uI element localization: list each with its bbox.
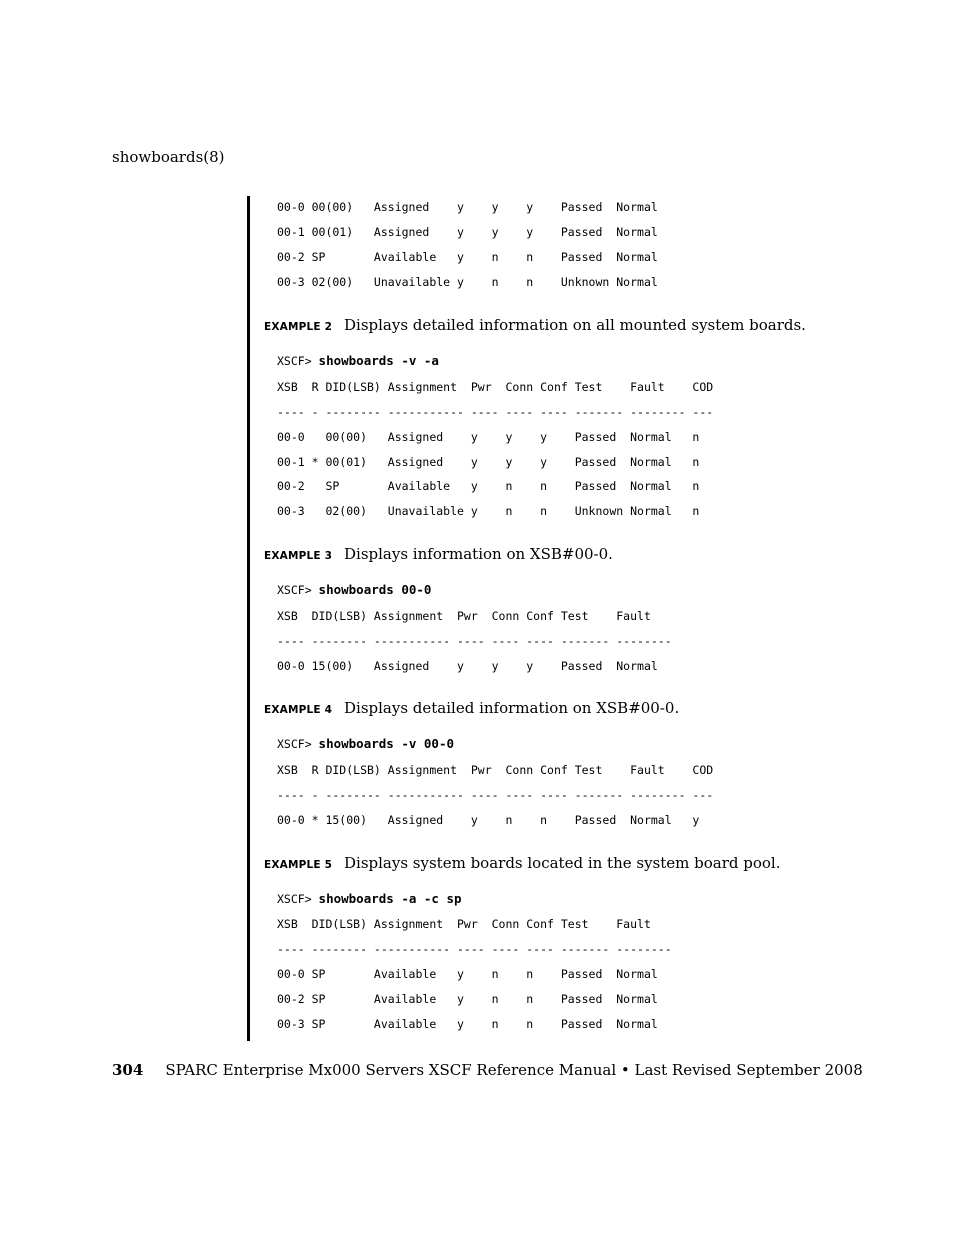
prompt: XSCF>	[277, 892, 319, 906]
command: showboards -v -a	[318, 353, 439, 368]
example-5-heading	[264, 854, 781, 872]
output-row: 00-0 15(00) Assigned y y y Passed Normal	[277, 659, 658, 673]
table-separator: ---- -------- ----------- ---- ---- ---- ------- --------	[277, 942, 672, 956]
output-row: 00-3 02(00) Unavailable y n n Unknown Normal	[277, 275, 658, 289]
command-line	[277, 737, 454, 751]
example-label: EXAMPLE 2	[264, 321, 333, 333]
table-separator: ---- - -------- ----------- ---- ---- ---- ------- -------- ---	[277, 788, 714, 802]
output-row: 00-0 SP Available y n n Passed Normal	[277, 967, 658, 981]
example-description: Displays detailed information on all mounted system boards.	[344, 316, 806, 334]
output-row: 00-0 00(00) Assigned y y y Passed Normal n	[277, 430, 700, 444]
output-row: 00-1 00(01) Assigned y y y Passed Normal	[277, 225, 658, 239]
example-3-heading	[264, 545, 613, 563]
example-description: Displays information on XSB#00-0.	[344, 545, 613, 563]
page-header: showboards(8)	[112, 148, 225, 166]
table-separator: ---- - -------- ----------- ---- ---- ---- ------- -------- ---	[277, 405, 714, 419]
command: showboards -v 00-0	[318, 736, 455, 751]
command-line	[277, 892, 462, 906]
output-row: 00-2 SP Available y n n Passed Normal	[277, 250, 658, 264]
command: showboards 00-0	[318, 582, 432, 597]
table-header: XSB DID(LSB) Assignment Pwr Conn Conf Test Fault	[277, 917, 651, 931]
output-row: 00-1 * 00(01) Assigned y y y Passed Normal n	[277, 455, 700, 469]
prompt: XSCF>	[277, 737, 319, 751]
output-row: 00-0 * 15(00) Assigned y n n Passed Normal y	[277, 813, 700, 827]
example-4-heading	[264, 699, 679, 717]
example-label: EXAMPLE 4	[264, 704, 333, 716]
footer-text: SPARC Enterprise Mx000 Servers XSCF Reference Manual • Last Revised September 2008	[165, 1061, 863, 1079]
page-number: 304	[112, 1061, 144, 1079]
example-2-heading	[264, 316, 806, 334]
table-header: XSB DID(LSB) Assignment Pwr Conn Conf Test Fault	[277, 609, 651, 623]
example-description: Displays detailed information on XSB#00-0.	[344, 699, 680, 717]
command-line	[277, 583, 431, 597]
command-line	[277, 354, 439, 368]
output-row: 00-3 02(00) Unavailable y n n Unknown Normal n	[277, 504, 700, 518]
table-header: XSB R DID(LSB) Assignment Pwr Conn Conf Test Fault COD	[277, 380, 714, 394]
output-row: 00-0 00(00) Assigned y y y Passed Normal	[277, 200, 658, 214]
example-label: EXAMPLE 5	[264, 859, 333, 871]
prompt: XSCF>	[277, 583, 319, 597]
table-header: XSB R DID(LSB) Assignment Pwr Conn Conf Test Fault COD	[277, 763, 714, 777]
command: showboards -a -c sp	[318, 891, 462, 906]
page-footer	[112, 1061, 863, 1079]
table-separator: ---- -------- ----------- ---- ---- ---- ------- --------	[277, 634, 672, 648]
output-row: 00-2 SP Available y n n Passed Normal	[277, 992, 658, 1006]
example-label: EXAMPLE 3	[264, 550, 333, 562]
output-row: 00-2 SP Available y n n Passed Normal n	[277, 479, 700, 493]
prompt: XSCF>	[277, 354, 319, 368]
output-row: 00-3 SP Available y n n Passed Normal	[277, 1017, 658, 1031]
example-description: Displays system boards located in the system board pool.	[344, 854, 781, 872]
